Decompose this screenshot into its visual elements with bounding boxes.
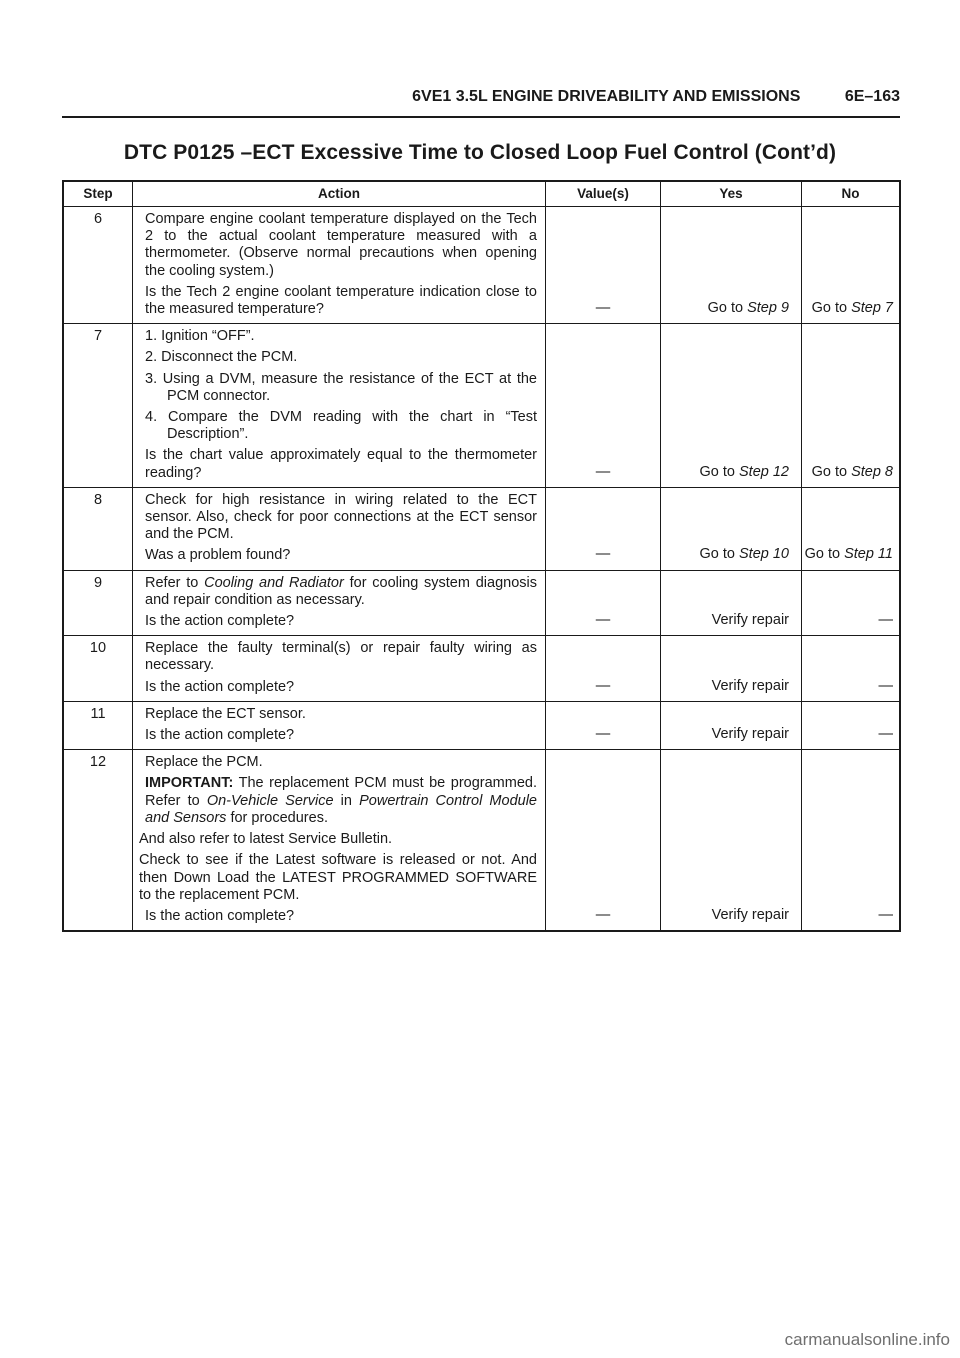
yes-cell: Verify repair: [661, 701, 802, 749]
goto-step-link[interactable]: Step 7: [851, 300, 893, 317]
goto-label: Go to: [707, 300, 744, 317]
col-step: Step: [63, 181, 133, 207]
table-row: [63, 701, 900, 749]
yes-cell: [661, 487, 802, 570]
refer-text: Refer to: [145, 574, 199, 591]
reference-link[interactable]: Cooling and Radiator: [204, 574, 344, 591]
yes-cell: [661, 207, 802, 324]
action-list-item: 3. Using a DVM, measure the resistance of the ECT at the PCM connector.: [145, 370, 537, 404]
action-question: Was a problem found?: [145, 547, 291, 564]
reference-link[interactable]: On-Vehicle Service: [206, 792, 334, 809]
diagnostic-table: [62, 180, 901, 932]
col-action: Action: [133, 181, 546, 207]
table-header-row: [63, 181, 900, 207]
action-question: Is the chart value approximately equal to the thermometer reading?: [145, 447, 537, 481]
value-cell: —: [546, 636, 661, 702]
goto-label: Go to: [699, 463, 735, 480]
no-cell: [802, 487, 901, 570]
action-question: Is the action complete?: [145, 727, 295, 744]
note-text: The replacement PCM must be programmed. Refer to: [145, 775, 537, 809]
goto-label: Go to: [699, 546, 735, 563]
yes-cell: Verify repair: [661, 636, 802, 702]
action-text: Replace the ECT sensor.: [145, 705, 306, 722]
action-cell: [133, 487, 546, 570]
goto-step-link[interactable]: Step 10: [739, 546, 789, 563]
value-cell: —: [546, 570, 661, 636]
table-row: [63, 207, 900, 324]
no-cell: [802, 207, 901, 324]
yes-cell: [661, 324, 802, 488]
action-question: Is the action complete?: [145, 907, 295, 924]
value-cell: —: [546, 701, 661, 749]
no-cell: —: [802, 750, 901, 931]
yes-cell: Verify repair: [661, 570, 802, 636]
no-cell: [802, 324, 901, 488]
action-text: And also refer to latest Service Bulletin.: [139, 831, 393, 848]
no-cell: —: [802, 636, 901, 702]
table-row: [63, 487, 900, 570]
goto-label: Go to: [804, 546, 841, 563]
goto-label: Go to: [811, 300, 848, 317]
goto-step-link[interactable]: Step 9: [747, 300, 789, 317]
goto-step-link[interactable]: Step 11: [844, 546, 893, 563]
important-note: [145, 775, 537, 827]
table-row: [63, 750, 900, 931]
goto-label: Go to: [811, 463, 848, 480]
action-text: Check for high resistance in wiring related to the ECT sensor. Also, check for poor connections at the ECT sensor and the PCM.: [145, 491, 537, 543]
step-number: 10: [63, 636, 133, 702]
header-rule: [62, 116, 900, 118]
value-cell: —: [546, 207, 661, 324]
step-number: 11: [63, 701, 133, 749]
no-cell: —: [802, 570, 901, 636]
goto-step-link[interactable]: Step 8: [851, 463, 893, 480]
action-cell: [133, 324, 546, 488]
action-cell: [133, 701, 546, 749]
action-question: Is the action complete?: [145, 678, 295, 695]
page-header: [0, 88, 900, 106]
col-value: Value(s): [546, 181, 661, 207]
no-cell: —: [802, 701, 901, 749]
table-row: [63, 324, 900, 488]
step-number: 12: [63, 750, 133, 931]
table-row: [63, 570, 900, 636]
section-title: 6VE1 3.5L ENGINE DRIVEABILITY AND EMISSIONS: [412, 88, 801, 105]
action-cell: [133, 570, 546, 636]
action-text: Replace the faulty terminal(s) or repair faulty wiring as necessary.: [145, 640, 537, 674]
important-label: IMPORTANT:: [145, 775, 234, 792]
col-yes: Yes: [661, 181, 802, 207]
action-text: Replace the PCM.: [145, 754, 263, 771]
step-number: 8: [63, 487, 133, 570]
action-question: Is the Tech 2 engine coolant temperature indication close to the measured temperature?: [145, 283, 537, 318]
yes-cell: Verify repair: [661, 750, 802, 931]
action-text: [145, 575, 537, 609]
refer-text: for cooling system diagnosis and repair condition as necessary.: [145, 574, 537, 608]
note-text: for procedures.: [230, 809, 328, 826]
action-question: Is the action complete?: [145, 613, 295, 630]
action-cell: [133, 750, 546, 931]
note-text: in: [340, 792, 352, 809]
watermark: carmanualsonline.info: [784, 1330, 950, 1349]
action-list-item: 2. Disconnect the PCM.: [145, 349, 298, 366]
goto-step-link[interactable]: Step 12: [739, 463, 789, 480]
step-number: 6: [63, 207, 133, 324]
action-list-item: 1. Ignition “OFF”.: [145, 328, 255, 345]
action-text: Check to see if the Latest software is released or not. And then Down Load the LATEST PROGRAMMED SOFTWARE to the replacement PCM.: [139, 852, 537, 903]
page-number: 6E–163: [844, 88, 900, 105]
reference-link[interactable]: Powertrain Control Module and Sensors: [145, 792, 537, 826]
table-row: [63, 636, 900, 702]
action-cell: [133, 636, 546, 702]
action-cell: [133, 207, 546, 324]
value-cell: —: [546, 750, 661, 931]
value-cell: —: [546, 324, 661, 488]
value-cell: —: [546, 487, 661, 570]
action-text: Compare engine coolant temperature displayed on the Tech 2 to the actual coolant temperature measured with a thermometer. (Observe normal precautions when opening the cooling system.): [145, 211, 537, 279]
col-no: No: [802, 181, 901, 207]
step-number: 9: [63, 570, 133, 636]
action-list-item: 4. Compare the DVM reading with the chart in “Test Description”.: [145, 409, 537, 443]
page-title: DTC P0125 –ECT Excessive Time to Closed Loop Fuel Control (Cont’d): [123, 141, 837, 164]
step-number: 7: [63, 324, 133, 488]
